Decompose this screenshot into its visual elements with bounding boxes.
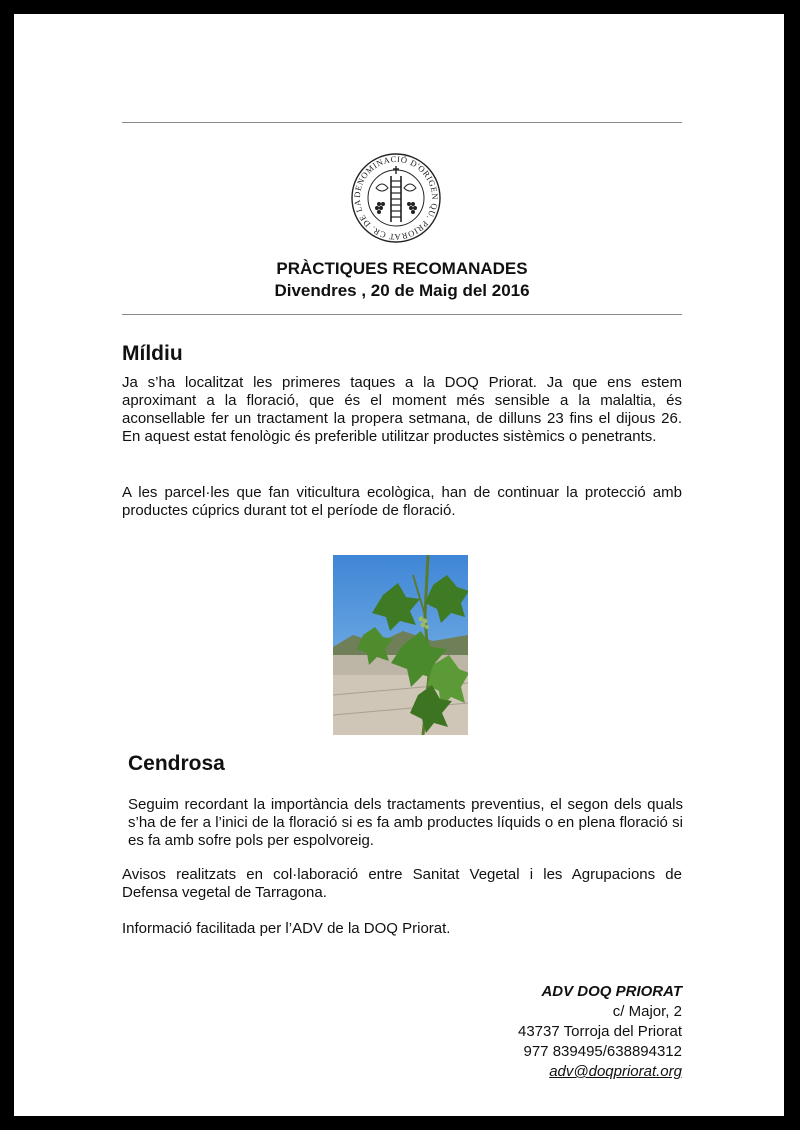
- mildiu-paragraph-2: A les parcel·les que fan viticultura ecològica, han de continuar la protecció amb productes cúprics durant tot el període de floració.: [122, 484, 682, 519]
- svg-text:DENOMINACIÓ D'ORIGEN QU. PRIOR: DENOMINACIÓ D'ORIGEN QU. PRIORAT CR. DE LA: [351, 153, 441, 243]
- title-divider: [122, 314, 682, 315]
- vine-leaves-photo: [333, 555, 468, 735]
- contact-phone: 977 839495/638894312: [523, 1043, 682, 1060]
- contact-email-link[interactable]: adv@doqpriorat.org: [549, 1063, 682, 1080]
- contact-address-block: [518, 982, 682, 1082]
- contact-city: 43737 Torroja del Priorat: [518, 1023, 682, 1040]
- contact-street: c/ Major, 2: [612, 1003, 682, 1020]
- cendrosa-heading: Cendrosa: [128, 752, 225, 775]
- cendrosa-paragraph: Seguim recordant la importància dels tractaments preventius, el segon dels quals s’ha de fer a l’inici de la floració si es fa amb productes líquids o en plena floració si es fa amb sofre pols per espolvoreig.: [128, 796, 683, 849]
- document-title-block: [122, 258, 682, 302]
- document-page: [14, 14, 784, 1116]
- doq-priorat-seal-logo: [350, 152, 442, 244]
- document-date: Divendres , 20 de Maig del 2016: [274, 281, 530, 300]
- document-title: PRÀCTIQUES RECOMANADES: [276, 259, 528, 278]
- source-note: Informació facilitada per l’ADV de la DOQ Priorat.: [122, 920, 451, 937]
- top-divider: [122, 122, 682, 123]
- mildiu-heading: Míldiu: [122, 342, 183, 365]
- contact-org-name: ADV DOQ PRIORAT: [541, 983, 682, 1000]
- collaboration-note: Avisos realitzats en col·laboració entre Sanitat Vegetal i les Agrupacions de Defensa vegetal de Tarragona.: [122, 866, 682, 901]
- mildiu-paragraph-1: Ja s’ha localitzat les primeres taques a la DOQ Priorat. Ja que ens estem aproximant a la floració, que és el moment més sensible a la malaltia, és aconsellable fer un tractament la propera setmana, de dilluns 23 fins el dijous 26. En aquest estat fenològic és preferible utilitzar productes sistèmics o penetrants.: [122, 374, 682, 445]
